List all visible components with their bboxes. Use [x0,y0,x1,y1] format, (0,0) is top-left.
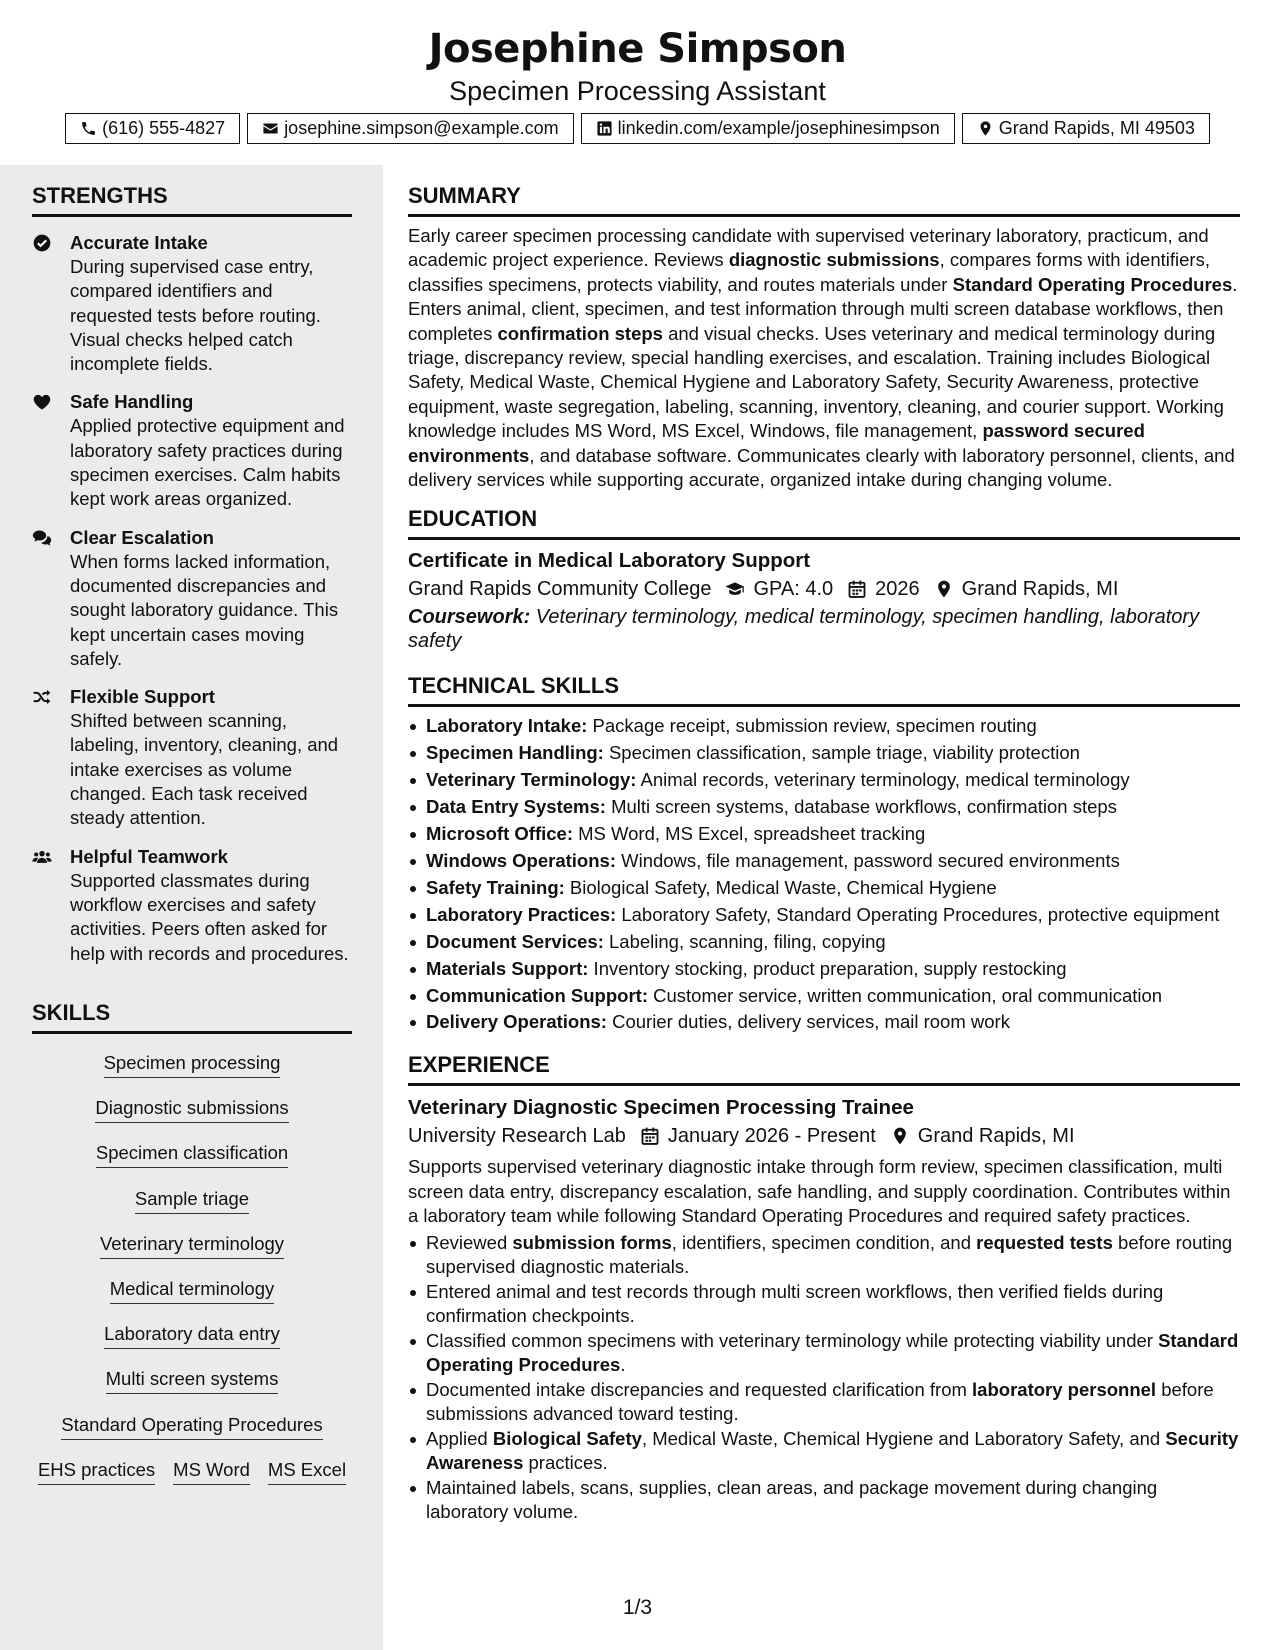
skill-tag: Medical terminology [110,1277,275,1304]
text-run: , and database software. Communicates clearly with laboratory personnel, clients, and delivery services while supporting accurate, organized intake during changing volume. [408,444,1235,491]
technical-skills-section [408,673,1240,1036]
linkedin-text: linkedin.com/example/josephinesimpson [617,118,940,138]
strengths-heading: STRENGTHS [32,183,352,217]
graduation-year: 2026 [875,578,920,601]
emphasis-text: password secured environments [408,420,1145,466]
experience-bullet [408,1329,1240,1378]
text-run: and visual checks. Uses veterinary and medical terminology during triage, discrepancy review, special handling exercises, and escalation. Training includes Biological Safety, Medical Waste, Chemical Hygiene and Laboratory Safety, Security Awareness, protective equipment, waste segregation, labeling, scanning, inventory, cleaning, and courier support. Working knowledge includes MS Word, MS Excel, Windows, file management, [408,322,1224,442]
emphasis-text: Laboratory Intake: [426,715,588,737]
technical-skills-list [408,713,1240,1036]
skills-heading: SKILLS [32,1000,352,1034]
calendar-icon [640,1126,660,1146]
skills-list [32,1048,352,1500]
emphasis-text: Materials Support: [426,957,589,979]
resume-header [0,0,1275,107]
text-run: Package receipt, submission review, specimen routing [587,715,1037,737]
location-text: Grand Rapids, MI 49503 [998,118,1195,138]
summary-section [408,183,1240,492]
emphasis-text: Data Entry Systems: [426,796,606,818]
skill-row [32,1138,352,1183]
emphasis-text: Veterinary Terminology: [426,769,637,791]
emphasis-text: Biological Safety [492,1427,642,1449]
strength-desc: During supervised case entry, compared identifiers and requested tests before routing. Visual checks helped catch incomplete fields. [70,256,321,375]
technical-skill-item [408,929,1240,956]
employer-name: University Research Lab [408,1125,626,1148]
strength-item [32,231,352,376]
strength-item [32,526,352,671]
job-meta [408,1121,1240,1151]
skill-row [32,1093,352,1138]
text-run: Multi screen systems, database workflows, confirmation steps [605,796,1117,818]
emphasis-text: Standard Operating Procedures [426,1329,1239,1376]
emphasis-text: confirmation steps [497,322,663,344]
skill-tag: Laboratory data entry [104,1322,280,1349]
technical-skill-item [408,740,1240,767]
job-location: Grand Rapids, MI [917,1125,1075,1148]
education-section [408,506,1240,653]
strength-desc: Shifted between scanning, labeling, inventory, cleaning, and intake exercises as volume changed. Each task received steady attention. [70,710,339,829]
contact-email[interactable] [247,113,573,144]
emphasis-text: Laboratory Practices: [426,903,617,925]
skill-row [32,1319,352,1364]
envelope-icon [262,120,279,137]
contact-phone[interactable] [65,113,240,144]
text-run: Laboratory Safety, Standard Operating Procedures, protective equipment [616,903,1220,925]
skill-tag: Diagnostic submissions [95,1096,288,1123]
email-text: josephine.simpson@example.com [284,118,559,138]
experience-bullet [408,1280,1240,1329]
emphasis-text: Document Services: [426,930,604,952]
text-run: Applied [426,1427,493,1449]
text-run: , compares forms with identifiers, classifies specimens, protects viability, and routes materials under [408,249,1210,295]
graduation-cap-icon [725,579,745,599]
emphasis-text: Security Awareness [426,1427,1239,1474]
school-location: Grand Rapids, MI [961,578,1119,601]
text-run: before submissions advanced toward testing. [426,1378,1214,1425]
emphasis-text: Windows Operations: [426,850,616,871]
experience-section [408,1052,1240,1524]
skill-tag: Multi screen systems [106,1367,279,1394]
experience-bullet [408,1476,1240,1525]
technical-skill-item [408,767,1240,794]
text-run: . Enters animal, client, specimen, and test information through multi screen database workflows, then completes [408,273,1238,344]
comments-icon [32,528,52,548]
emphasis-text: Microsoft Office: [426,823,573,845]
contact-bar [0,113,1275,144]
phone-text: (616) 555-4827 [102,118,226,138]
strength-title: Accurate Intake [70,232,208,253]
skill-row [32,1229,352,1274]
skill-row [32,1364,352,1409]
skill-row [32,1410,352,1455]
coursework-label: Coursework: [408,606,531,629]
emphasis-text: diagnostic submissions [728,249,940,271]
experience-bullet [408,1427,1240,1476]
page-number: 1/3 [622,1596,653,1619]
strength-desc: Supported classmates during workflow exercises and safety activities. Peers often asked for help with records and procedures. [70,869,349,964]
text-run: , identifiers, specimen condition, and [671,1231,977,1253]
gpa-text: GPA: 4.0 [753,578,834,601]
education-heading: EDUCATION [408,506,1240,540]
emphasis-text: Standard Operating Procedures [952,273,1233,295]
skill-row [32,1184,352,1229]
summary-text [408,224,1240,492]
emphasis-text: Safety Training: [426,876,565,898]
skill-tag: Specimen processing [104,1051,281,1078]
skill-tag: MS Excel [268,1458,346,1485]
school-name: Grand Rapids Community College [408,578,712,601]
strength-desc: Applied protective equipment and laboratory safety practices during specimen exercises. Calm habits kept work areas organized. [70,415,345,510]
skill-row [32,1048,352,1093]
technical-skill-item [408,821,1240,848]
text-run: practices. [523,1452,608,1474]
emphasis-text: Communication Support: [426,984,648,1006]
technical-skill-item [408,956,1240,983]
technical-skills-heading: TECHNICAL SKILLS [408,673,1240,707]
technical-skill-item [408,794,1240,821]
heart-icon [32,392,52,412]
strength-title: Safe Handling [70,391,194,413]
emphasis-text: Delivery Operations: [426,1011,607,1033]
education-meta [408,574,1240,604]
map-pin-icon [890,1126,910,1146]
degree-title: Certificate in Medical Laboratory Support [408,549,811,573]
technical-skill-item [408,875,1240,902]
text-run: Documented intake discrepancies and requested clarification from [426,1378,973,1400]
candidate-name: Josephine Simpson [428,26,847,72]
text-run: before routing supervised diagnostic materials. [426,1231,1233,1278]
job-title: Veterinary Diagnostic Specimen Processing Trainee [408,1096,914,1120]
text-run: Early career specimen processing candidate with supervised veterinary laboratory, practicum, and academic project experience. Reviews [408,225,1209,271]
skill-tag: Sample triage [135,1187,249,1214]
job-dates: January 2026 - Present [667,1125,876,1148]
skill-tag: MS Word [173,1458,250,1485]
strength-item [32,390,352,511]
skill-tag: Veterinary terminology [100,1232,284,1259]
contact-linkedin[interactable] [581,113,955,144]
calendar-icon [847,579,867,599]
main-content [408,165,1240,1525]
summary-heading: SUMMARY [408,183,1240,217]
strength-item [32,845,352,966]
text-run: Specimen classification, sample triage, viability protection [603,742,1080,764]
job-bullets [408,1231,1240,1525]
text-run: Windows, file management, password secured environments [615,850,1120,871]
experience-bullet [408,1378,1240,1427]
text-run: Maintained labels, scans, supplies, clean areas, and package movement during changing laboratory volume. [426,1476,1158,1523]
text-run: Biological Safety, Medical Waste, Chemical Hygiene [564,876,997,898]
technical-skill-item [408,1009,1240,1036]
skill-row [32,1274,352,1319]
job-description: Supports supervised veterinary diagnostic intake through form review, specimen classification, multi screen data entry, discrepancy escalation, safe handling, and supply coordination. Contributes within a laboratory team while following Standard Operating Procedures and required safety practices. [408,1156,1231,1227]
coursework [408,605,1240,653]
map-pin-icon [977,120,994,137]
phone-icon [80,120,97,137]
text-run: MS Word, MS Excel, spreadsheet tracking [572,823,926,845]
text-run: Reviewed [426,1231,513,1253]
emphasis-text: requested tests [976,1231,1113,1253]
sidebar [0,165,383,1650]
technical-skill-item [408,902,1240,929]
shuffle-icon [32,687,52,707]
skill-tag: Specimen classification [96,1141,288,1168]
skill-tag: EHS practices [38,1458,155,1485]
text-run: . [620,1354,626,1376]
strength-title: Helpful Teamwork [70,845,228,867]
map-pin-icon [934,579,954,599]
text-run: Classified common specimens with veterinary terminology while protecting viability under [426,1329,1159,1351]
emphasis-text: laboratory personnel [972,1378,1157,1400]
experience-bullet [408,1231,1240,1280]
text-run: Courier duties, delivery services, mail room work [606,1011,1010,1033]
candidate-title: Specimen Processing Assistant [449,76,826,106]
strength-title: Flexible Support [70,686,215,708]
experience-heading: EXPERIENCE [408,1052,1240,1086]
check-circle-icon [32,233,52,253]
users-icon [32,847,52,867]
skill-row [32,1455,352,1500]
text-run: Animal records, veterinary terminology, medical terminology [636,769,1130,791]
text-run: Customer service, written communication, oral communication [647,984,1163,1006]
strength-title: Clear Escalation [70,526,214,548]
text-run: Labeling, scanning, filing, copying [603,930,886,952]
text-run: Inventory stocking, product preparation, supply restocking [588,957,1067,979]
linkedin-icon [596,120,613,137]
skills-section [32,1000,352,1500]
skill-tag: Standard Operating Procedures [61,1413,322,1440]
technical-skill-item [408,983,1240,1010]
technical-skill-item [408,848,1240,875]
strength-desc: When forms lacked information, documented discrepancies and sought laboratory guidance. This kept uncertain cases moving safely. [70,550,339,669]
text-run: Entered animal and test records through multi screen workflows, then verified fields during confirmation checkpoints. [426,1280,1164,1327]
emphasis-text: submission forms [512,1231,672,1253]
strength-item [32,685,352,830]
contact-location[interactable] [962,113,1210,144]
emphasis-text: Specimen Handling: [426,742,604,764]
coursework-text: Veterinary terminology, medical terminology, specimen handling, laboratory safety [408,606,1200,653]
strengths-section [32,183,352,966]
technical-skill-item [408,713,1240,740]
text-run: , Medical Waste, Chemical Hygiene and Laboratory Safety, and [641,1427,1166,1449]
